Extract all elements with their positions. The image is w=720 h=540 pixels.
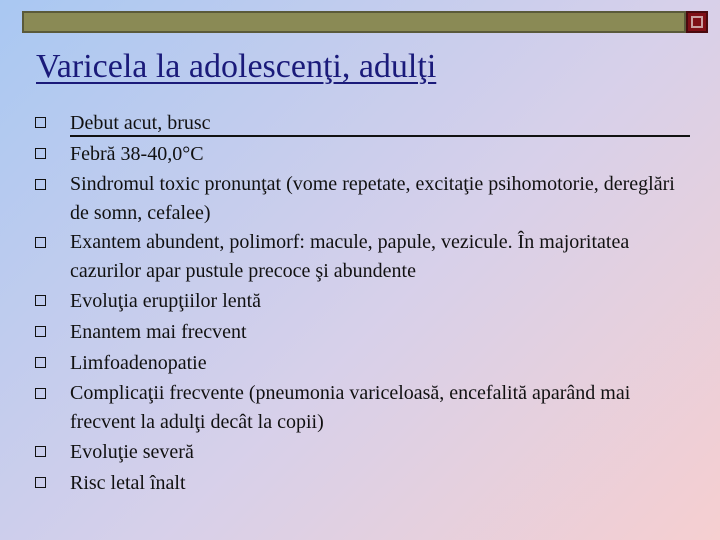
top-decorative-bar <box>22 11 686 33</box>
square-bullet-icon <box>35 326 46 337</box>
bullet-item <box>0 228 720 286</box>
bullet-item <box>0 170 720 228</box>
bullet-item <box>0 286 720 317</box>
bullet-item <box>0 317 720 348</box>
bullet-list <box>0 108 720 499</box>
bullet-text: Debut acut, brusc <box>70 112 211 134</box>
bullet-item <box>0 379 720 437</box>
square-bullet-icon <box>35 388 46 399</box>
slide-title: Varicela la adolescenţi, adulţi <box>36 48 437 85</box>
bullet-text: Evoluţia erupţiilor lentă <box>70 290 262 312</box>
square-bullet-icon <box>35 477 46 488</box>
bullet-item <box>0 139 720 170</box>
bullet-item <box>0 468 720 499</box>
bullet-text: Complicaţii frecvente (pneumonia variceloasă, encefalită aparând mai frecvent la adulţi decât la copii) <box>70 382 631 433</box>
bullet-text: Sindromul toxic pronunţat (vome repetate, excitaţie psihomotorie, dereglări de somn, cefalee) <box>70 173 675 224</box>
bullet-text: Exantem abundent, polimorf: macule, papule, vezicule. În majoritatea cazurilor apar pustule precoce şi abundente <box>70 231 630 282</box>
square-bullet-icon <box>35 179 46 190</box>
bullet-text: Limfoadenopatie <box>70 352 207 374</box>
square-bullet-icon <box>35 446 46 457</box>
bullet-item <box>0 348 720 379</box>
bullet-text: Evoluţie severă <box>70 441 194 463</box>
square-bullet-icon <box>35 148 46 159</box>
square-bullet-icon <box>35 117 46 128</box>
square-bullet-icon <box>35 357 46 368</box>
bullet-item <box>0 108 720 139</box>
square-bullet-icon <box>35 237 46 248</box>
bullet-text: Risc letal înalt <box>70 472 186 494</box>
bullet-item <box>0 437 720 468</box>
square-bullet-icon <box>35 295 46 306</box>
bullet-text: Febră 38-40,0°C <box>70 143 204 165</box>
corner-decorative-square <box>686 11 708 33</box>
bullet-text: Enantem mai frecvent <box>70 321 247 343</box>
